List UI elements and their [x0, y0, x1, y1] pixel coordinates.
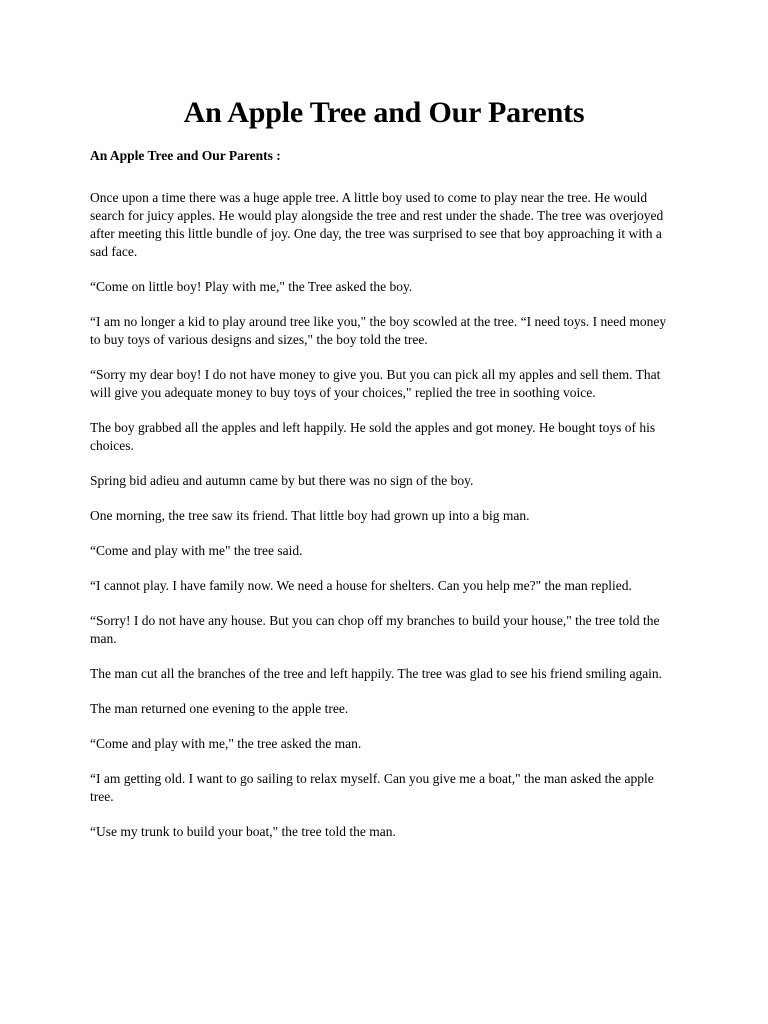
paragraph: “Come and play with me" the tree said.: [90, 543, 303, 558]
paragraph: “Come and play with me," the tree asked the man.: [90, 736, 362, 751]
paragraph: “I cannot play. I have family now. We need a house for shelters. Can you help me?" the man replied.: [90, 578, 632, 593]
page-title: An Apple Tree and Our Parents: [183, 96, 585, 129]
paragraph: Spring bid adieu and autumn came by but there was no sign of the boy.: [90, 473, 474, 488]
paragraph: The man returned one evening to the apple tree.: [90, 701, 349, 716]
paragraph: The man cut all the branches of the tree and left happily. The tree was glad to see his friend smiling again.: [90, 666, 663, 681]
paragraph: “Sorry! I do not have any house. But you can chop off my branches to build your house," the tree told the man.: [90, 613, 660, 646]
paragraph: Once upon a time there was a huge apple tree. A little boy used to come to play near the tree. He would search for juicy apples. He would play alongside the tree and rest under the shade. The tree was overjoyed after meeting this little bundle of joy. One day, the tree was surprised to see that boy approaching it with a sad face.: [90, 190, 664, 259]
paragraph: “I am getting old. I want to go sailing to relax myself. Can you give me a boat," the man asked the apple tree.: [90, 771, 654, 804]
paragraph: The boy grabbed all the apples and left happily. He sold the apples and got money. He bought toys of his choices.: [90, 420, 656, 453]
section-heading: An Apple Tree and Our Parents :: [90, 148, 281, 163]
story-body: [90, 189, 678, 841]
paragraph: One morning, the tree saw its friend. That little boy had grown up into a big man.: [90, 508, 530, 523]
paragraph: “Use my trunk to build your boat," the tree told the man.: [90, 824, 396, 839]
paragraph: “Come on little boy! Play with me," the Tree asked the boy.: [90, 279, 413, 294]
paragraph: “Sorry my dear boy! I do not have money to give you. But you can pick all my apples and sell them. That will give you adequate money to buy toys of your choices," replied the tree in soothing voice.: [90, 367, 661, 400]
paragraph: “I am no longer a kid to play around tree like you," the boy scowled at the tree. “I need toys. I need money to buy toys of various designs and sizes," the boy told the tree.: [90, 314, 667, 347]
